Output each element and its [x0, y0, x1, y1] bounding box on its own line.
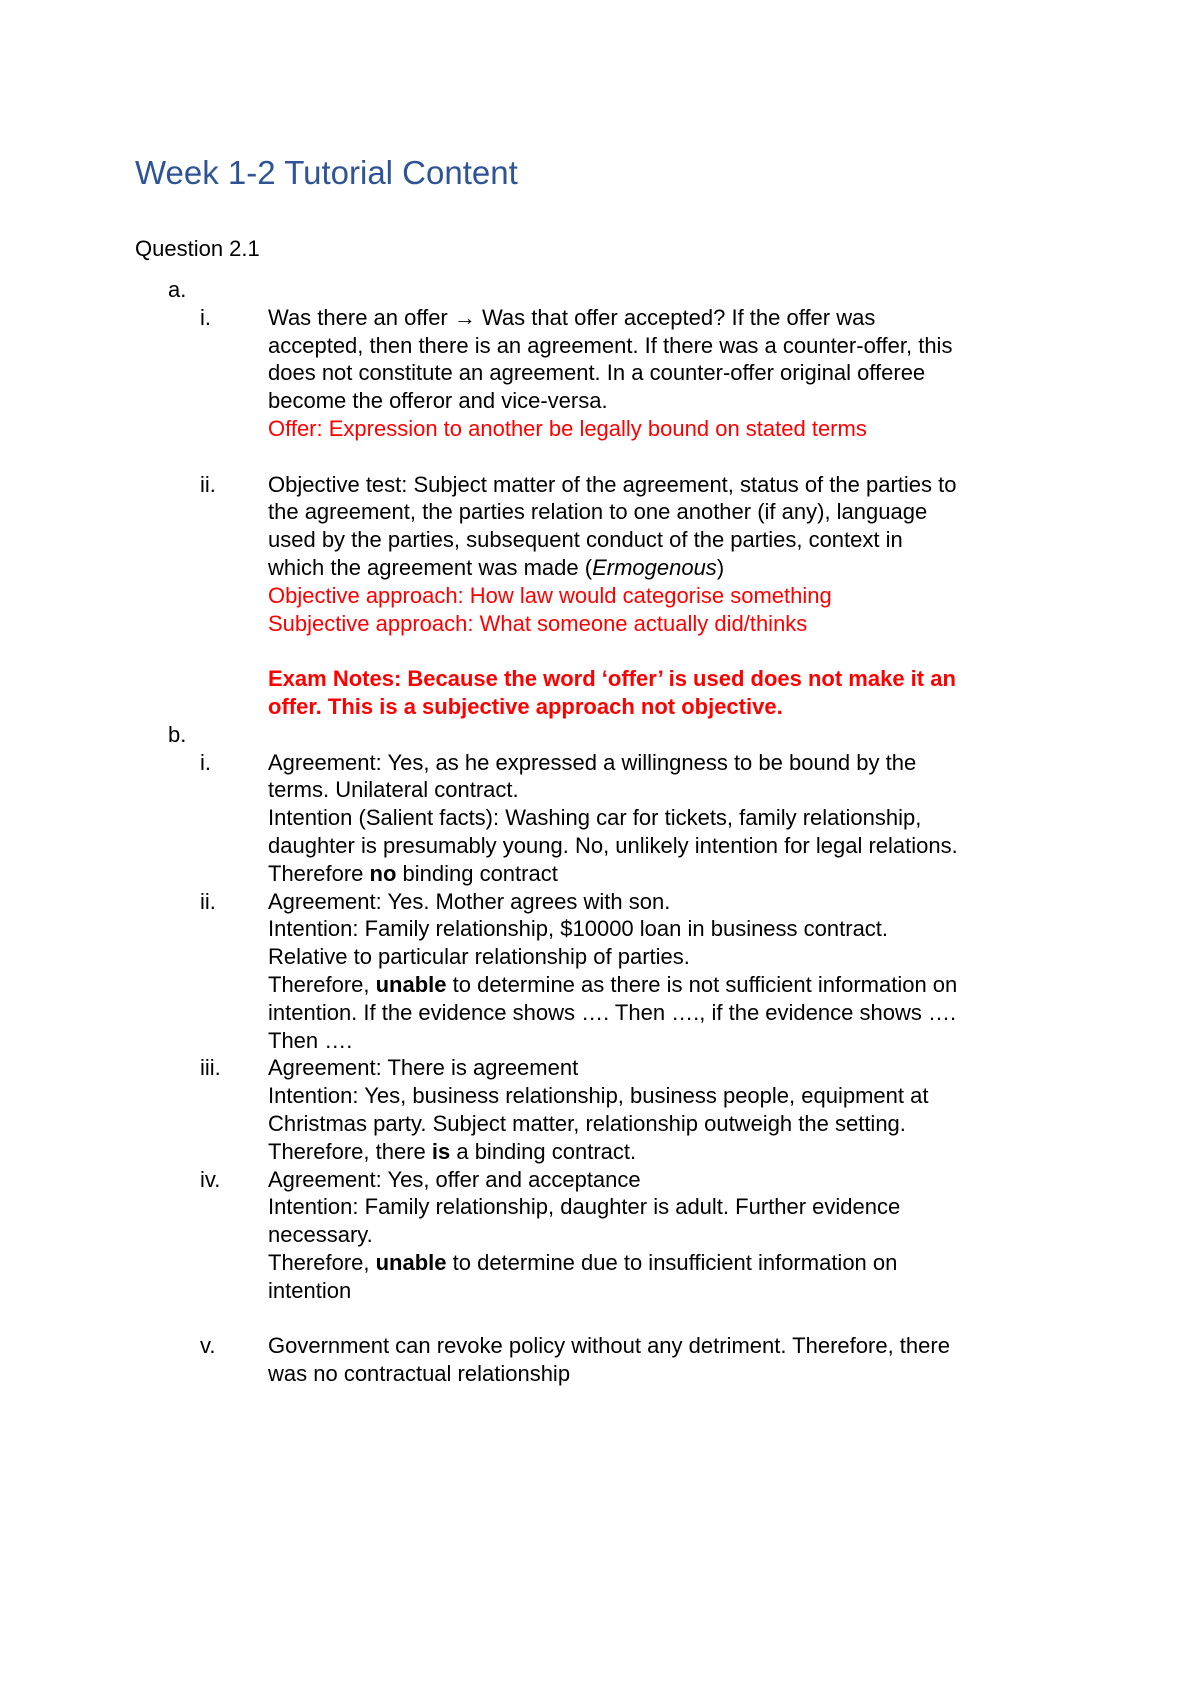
text-line: [268, 554, 1200, 582]
text-segment: a binding contract.: [450, 1138, 637, 1164]
part-label-line: [0, 276, 1200, 304]
item-b-iv: [0, 1166, 1200, 1305]
emphasis: is: [431, 1138, 451, 1164]
item-text: [0, 1166, 1200, 1305]
text-line: become the offeror and vice-versa.: [268, 388, 608, 414]
item-label: iii.: [200, 1055, 221, 1081]
text-line: Agreement: Yes, as he expressed a willingness to be bound by the: [268, 749, 917, 775]
part-b: [0, 721, 1200, 1388]
item-text: [0, 1054, 1200, 1165]
text-segment: Therefore,: [268, 971, 376, 997]
part-a: [0, 276, 1200, 721]
item-b-ii: [0, 888, 1200, 1055]
item-b-i: [0, 749, 1200, 888]
text-line: necessary.: [268, 1222, 373, 1248]
emphasis: unable: [375, 1249, 447, 1275]
text-line: [268, 1138, 1200, 1166]
exam-note-line: Exam Notes: Because the word ‘offer’ is used does not make it an: [268, 666, 956, 692]
text-segment: binding contract: [396, 860, 558, 886]
answer-list: [0, 276, 1200, 1388]
item-label: ii.: [200, 471, 216, 497]
item-label: i.: [200, 304, 211, 330]
item-text: [0, 1332, 1200, 1388]
item-a-ii: [0, 471, 1200, 721]
text-line: Intention: Yes, business relationship, business people, equipment at: [268, 1083, 929, 1109]
item-text: [0, 888, 1200, 1055]
item-label: iv.: [200, 1166, 221, 1192]
text-line: terms. Unilateral contract.: [268, 777, 519, 803]
text-segment: Therefore: [268, 860, 370, 886]
text-line: Then ….: [268, 1027, 353, 1053]
item-text: [0, 749, 1200, 888]
item-b-iii: [0, 1054, 1200, 1165]
text-segment: Was there an offer: [268, 304, 454, 330]
text-line: intention: [268, 1277, 352, 1303]
item-label: i.: [200, 749, 211, 775]
text-line: [268, 1249, 1200, 1277]
text-line: does not constitute an agreement. In a counter-offer original offeree: [268, 360, 926, 386]
text-line: intention. If the evidence shows …. Then …., if the evidence shows ….: [268, 999, 957, 1025]
text-line: Intention: Family relationship, $10000 loan in business contract.: [268, 916, 889, 942]
item-label: ii.: [200, 888, 216, 914]
part-label: b.: [168, 721, 187, 747]
item-b-v: [0, 1332, 1200, 1388]
text-segment: Therefore,: [268, 1249, 376, 1275]
text-line: Agreement: Yes. Mother agrees with son.: [268, 888, 671, 914]
text-line: Government can revoke policy without any detriment. Therefore, there: [268, 1333, 950, 1359]
text-line: the agreement, the parties relation to one another (if any), language: [268, 499, 928, 525]
text-segment: Was that offer accepted? If the offer was: [475, 304, 876, 330]
exam-notes: [268, 665, 1200, 721]
text-line: Intention (Salient facts): Washing car for tickets, family relationship,: [268, 805, 922, 831]
text-line: Christmas party. Subject matter, relationship outweigh the setting.: [268, 1110, 906, 1136]
text-segment: Therefore, there: [268, 1138, 432, 1164]
text-line: daughter is presumably young. No, unlikely intention for legal relations.: [268, 832, 958, 858]
text-segment: which the agreement was made (: [268, 554, 593, 580]
text-line: [268, 304, 1200, 332]
text-segment: ): [716, 554, 725, 580]
exam-note-line: offer. This is a subjective approach not objective.: [268, 693, 783, 719]
emphasis: no: [369, 860, 397, 886]
text-line: used by the parties, subsequent conduct of the parties, context in: [268, 527, 903, 553]
page-title: Week 1-2 Tutorial Content: [135, 154, 518, 191]
note-line: Objective approach: How law would categorise something: [268, 582, 832, 608]
text-line: accepted, then there is an agreement. If there was a counter-offer, this: [268, 332, 953, 358]
case-name: Ermogenous: [592, 554, 717, 580]
item-text: [0, 471, 1200, 721]
emphasis: unable: [375, 971, 447, 997]
note-line: Subjective approach: What someone actually did/thinks: [268, 610, 808, 636]
arrow-symbol: →: [453, 304, 476, 330]
text-segment: to determine as there is not sufficient information on: [446, 971, 958, 997]
text-line: [268, 860, 1200, 888]
text-line: [268, 971, 1200, 999]
item-label: v.: [200, 1333, 216, 1359]
text-line: Agreement: There is agreement: [268, 1055, 579, 1081]
text-line: Agreement: Yes, offer and acceptance: [268, 1166, 641, 1192]
item-text: [0, 304, 1200, 443]
part-label-line: [0, 721, 1200, 749]
text-line: was no contractual relationship: [268, 1361, 571, 1387]
question-heading: Question 2.1: [135, 236, 260, 261]
part-label: a.: [168, 277, 187, 302]
item-a-i: [0, 304, 1200, 443]
text-segment: to determine due to insufficient information on: [446, 1249, 898, 1275]
note-line: Offer: Expression to another be legally bound on stated terms: [268, 415, 867, 441]
text-line: Intention: Family relationship, daughter is adult. Further evidence: [268, 1194, 901, 1220]
text-line: Relative to particular relationship of parties.: [268, 944, 690, 970]
text-line: Objective test: Subject matter of the agreement, status of the parties to: [268, 471, 957, 497]
